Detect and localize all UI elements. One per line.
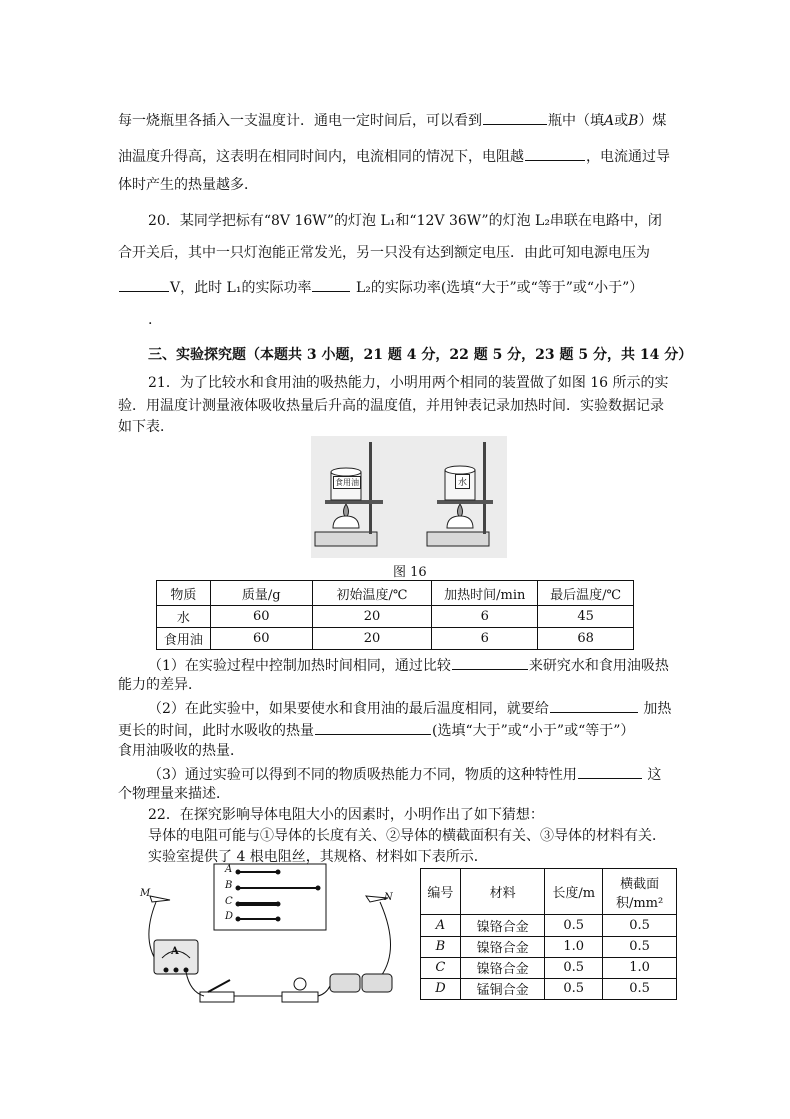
- table-cell: 0.5: [603, 978, 677, 999]
- q21-text: 验．用温度计测量液体吸收热量后升高的温度值，并用钟表记录加热时间．实验数据记录: [118, 398, 664, 414]
- table-header: 初始温度/℃: [312, 581, 432, 606]
- alcohol-lamp-left: [333, 516, 359, 528]
- table-cell: 镍铬合金: [460, 915, 545, 936]
- q19-text: 每一烧瓶里各插入一支温度计．通电一定时间后，可以看到: [118, 113, 482, 129]
- table-cell: 0.5: [603, 936, 677, 957]
- table-cell: 0.5: [545, 978, 603, 999]
- table-cell: D: [421, 978, 461, 999]
- q21-line-3: [118, 418, 174, 436]
- table-header: 物质: [157, 581, 211, 606]
- q21-1-cont: [118, 676, 202, 694]
- q20-line-3: [118, 277, 643, 297]
- table-header-row: [421, 869, 677, 915]
- q19-var-b: B: [628, 113, 639, 129]
- table-cell: 水: [157, 606, 211, 628]
- q20-text: .: [148, 312, 153, 328]
- q19-var-a: A: [604, 113, 615, 129]
- figure-16-caption: 图 16: [393, 565, 427, 580]
- q22-line-1: [148, 806, 544, 824]
- stand-base-right: [427, 532, 489, 546]
- wire-label-d: D: [225, 911, 234, 922]
- q19-text: ，电流通过导: [586, 149, 670, 165]
- label-water: 水: [455, 474, 470, 489]
- table-header: 加热时间/min: [432, 581, 538, 606]
- q20-text: 20．某同学把标有“8V 16W”的灯泡 L₁和“12V 36W”的灯泡 L₂串联在电路中，闭: [148, 213, 662, 229]
- resistance-wire-table: [420, 868, 677, 1000]
- clip-n-label: N: [384, 892, 393, 903]
- alcohol-lamp-right: [447, 516, 473, 528]
- q21-text: (选填“大于”或“小于”或“等于”）: [432, 723, 635, 739]
- q21-2-line: [148, 698, 671, 718]
- q21-blank-4[interactable]: [578, 764, 642, 779]
- table-cell: 0.5: [545, 915, 603, 936]
- q21-text: 个物理量来描述．: [118, 786, 230, 802]
- q19-blank-2[interactable]: [525, 146, 585, 161]
- q19-text: ）煤: [638, 113, 667, 129]
- table-cell: 68: [538, 628, 634, 650]
- q20-line-4: [148, 311, 152, 329]
- circuit-figure: [130, 862, 406, 1012]
- table-row: [421, 915, 677, 936]
- section-heading: [148, 346, 692, 364]
- table-cell: 0.5: [545, 957, 603, 978]
- clip-m: [150, 896, 170, 902]
- stand-rod-right: [483, 442, 486, 534]
- table-cell: 20: [312, 628, 432, 650]
- q19-text: 油温度升得高，这表明在相同时间内，电流相同的情况下，电阻越: [118, 149, 524, 165]
- q21-text: 食用油吸收的热量．: [118, 743, 244, 759]
- table-cell: 20: [312, 606, 432, 628]
- table-header: 最后温度/℃: [538, 581, 634, 606]
- table-cell: C: [421, 957, 461, 978]
- q21-text: 能力的差异．: [118, 677, 202, 693]
- q20-text: V，此时 L₁的实际功率: [170, 280, 312, 296]
- table-cell: 60: [210, 606, 312, 628]
- stand-rod-left: [369, 442, 372, 534]
- wire-label-c: C: [225, 896, 233, 907]
- table-cell: 0.5: [603, 915, 677, 936]
- q21-line-1: [148, 374, 669, 392]
- table-header-row: [157, 581, 634, 606]
- q21-text: （1）在实验过程中控制加热时间相同，通过比较: [148, 658, 451, 674]
- table-cell: 45: [538, 606, 634, 628]
- table-row: [421, 957, 677, 978]
- q21-line-2: [118, 397, 664, 415]
- q21-1-line: [148, 655, 669, 675]
- table-header: 材料: [460, 869, 545, 915]
- table-header: 编号: [421, 869, 461, 915]
- q21-text: 这: [647, 767, 662, 783]
- q21-text: 更长的时间，此时水吸收的热量: [118, 723, 314, 739]
- q20-text: L₂的实际功率(选填“大于”或“等于”或“小于”）: [355, 280, 644, 296]
- q21-blank-2[interactable]: [550, 698, 638, 713]
- switch: [200, 992, 234, 1002]
- q19-line-3: [118, 176, 258, 194]
- figure-16: [311, 436, 507, 558]
- table-cell: B: [421, 936, 461, 957]
- data-table-21: [156, 580, 634, 650]
- q21-text: 来研究水和食用油吸热: [528, 658, 669, 674]
- table-row: [157, 606, 634, 628]
- table-cell: 镍铬合金: [460, 957, 545, 978]
- section-heading-text: 三、实验探究题（本题共 3 小题，21 题 4 分，22 题 5 分，23 题 5 分，共 14 分）: [148, 347, 693, 363]
- q22-text: 实验室提供了 4 根电阻丝，其规格、材料如下表所示．: [148, 849, 488, 865]
- table-cell: 1.0: [545, 936, 603, 957]
- q22-text: 22．在探究影响导体电阻大小的因素时，小明作出了如下猜想：: [148, 807, 544, 823]
- table-cell: 1.0: [603, 957, 677, 978]
- table-header: 质量/g: [210, 581, 312, 606]
- wire-gauze-right: [437, 500, 493, 504]
- table-cell: 6: [432, 606, 538, 628]
- heating-apparatus-illustration: [311, 436, 507, 558]
- ammeter-label: A: [171, 946, 179, 957]
- q20-line-1: [148, 212, 662, 230]
- table-cell: A: [421, 915, 461, 936]
- table-row: [157, 628, 634, 650]
- q21-text: 如下表．: [118, 419, 174, 435]
- bulb: [294, 978, 306, 990]
- table-row: [421, 978, 677, 999]
- q19-text: 体时产生的热量越多．: [118, 177, 258, 193]
- q19-text: 或: [614, 113, 629, 129]
- q21-text: 21．为了比较水和食用油的吸热能力，小明用两个相同的装置做了如图 16 所示的实: [148, 375, 669, 391]
- table-cell: 60: [210, 628, 312, 650]
- table-cell: 6: [432, 628, 538, 650]
- table-header: 横截面积/mm²: [603, 869, 677, 915]
- q20-blank-2[interactable]: [312, 277, 350, 292]
- stand-base-left: [315, 532, 377, 546]
- q19-blank-1[interactable]: [483, 110, 547, 125]
- q19-line-1: [118, 110, 666, 130]
- table-cell: 锰铜合金: [460, 978, 545, 999]
- table-header: 长度/m: [545, 869, 603, 915]
- q21-blank-3[interactable]: [315, 720, 431, 735]
- wire-gauze-left: [325, 500, 383, 504]
- wire-label-a: A: [225, 864, 233, 875]
- q21-text: （3）通过实验可以得到不同的物质吸热能力不同，物质的这种特性用: [148, 767, 577, 783]
- table-cell: 食用油: [157, 628, 211, 650]
- table-cell: 镍铬合金: [460, 936, 545, 957]
- wire-label-b: B: [225, 880, 233, 891]
- q19-text: 瓶中（填: [548, 113, 604, 129]
- q21-text: 加热: [643, 701, 672, 717]
- q21-text: （2）在此实验中，如果要使水和食用油的最后温度相同，就要给: [148, 701, 549, 717]
- battery-2: [362, 974, 392, 992]
- q22-line-2: [148, 827, 666, 845]
- q21-2-cont: [118, 720, 634, 740]
- q19-line-2: [118, 146, 670, 166]
- q20-blank-1[interactable]: [119, 277, 169, 292]
- q22-text: 导体的电阻可能与①导体的长度有关、②导体的横截面积有关、③导体的材料有关．: [148, 828, 666, 844]
- circuit-diagram: [130, 862, 406, 1012]
- q20-text: 合开关后，其中一只灯泡能正常发光，另一只没有达到额定电压．由此可知电源电压为: [118, 245, 650, 261]
- q21-2-cont2: [118, 742, 244, 760]
- clip-m-label: M: [140, 888, 151, 899]
- label-oil: 食用油: [335, 478, 359, 487]
- battery-1: [330, 974, 360, 992]
- q20-line-2: [118, 244, 650, 262]
- table-row: [421, 936, 677, 957]
- q21-3-cont: [118, 785, 230, 803]
- q21-3-line: [148, 764, 661, 784]
- q21-blank-1[interactable]: [452, 655, 528, 670]
- bulb-base: [282, 992, 318, 1002]
